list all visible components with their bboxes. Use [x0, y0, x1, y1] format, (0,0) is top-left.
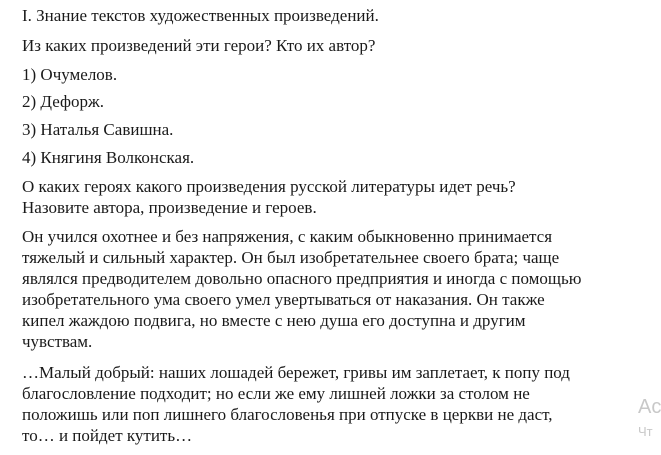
passage-line: изобретательного ума своего умел увертываться от наказания. Он также: [22, 290, 545, 309]
list-item: 3) Наталья Савишна.: [22, 120, 174, 139]
question-line: О каких героях какого произведения русской литературы идет речь?: [22, 177, 516, 196]
passage-one: [22, 226, 581, 352]
question-characters: [22, 176, 516, 218]
question-heroes: Из каких произведений эти герои? Кто их автор?: [22, 36, 376, 55]
list-item: 2) Дефорж.: [22, 92, 104, 111]
passage-line: кипел жаждою подвига, но вместе с нею душа его доступна и другим: [22, 311, 526, 330]
passage-line: чувствам.: [22, 332, 93, 351]
passage-line: являлся предводителем довольно опасного предприятия и иногда с помощью: [22, 269, 582, 288]
passage-line: положишь или поп лишнего благословенья при отпуске в церкви не даст,: [22, 405, 553, 424]
watermark-text: Чт: [638, 424, 653, 439]
list-item: 4) Княгиня Волконская.: [22, 148, 195, 167]
list-item: 1) Очумелов.: [22, 65, 118, 84]
passage-line: …Малый добрый: наших лошадей бережет, гривы им заплетает, к попу под: [22, 363, 570, 382]
passage-line: то… и пойдет кутить…: [22, 426, 193, 445]
passage-line: Он учился охотнее и без напряжения, с каким обыкновенно принимается: [22, 227, 553, 246]
section-heading: I. Знание текстов художественных произведений.: [22, 6, 379, 25]
passage-two: [22, 362, 570, 446]
passage-line: благословление подходит; но если же ему лишней ложки за столом не: [22, 384, 530, 403]
watermark-text: Ac: [638, 396, 661, 418]
question-line: Назовите автора, произведение и героев.: [22, 198, 317, 217]
passage-line: тяжелый и сильный характер. Он был изобретательнее своего брата; чаще: [22, 248, 560, 267]
